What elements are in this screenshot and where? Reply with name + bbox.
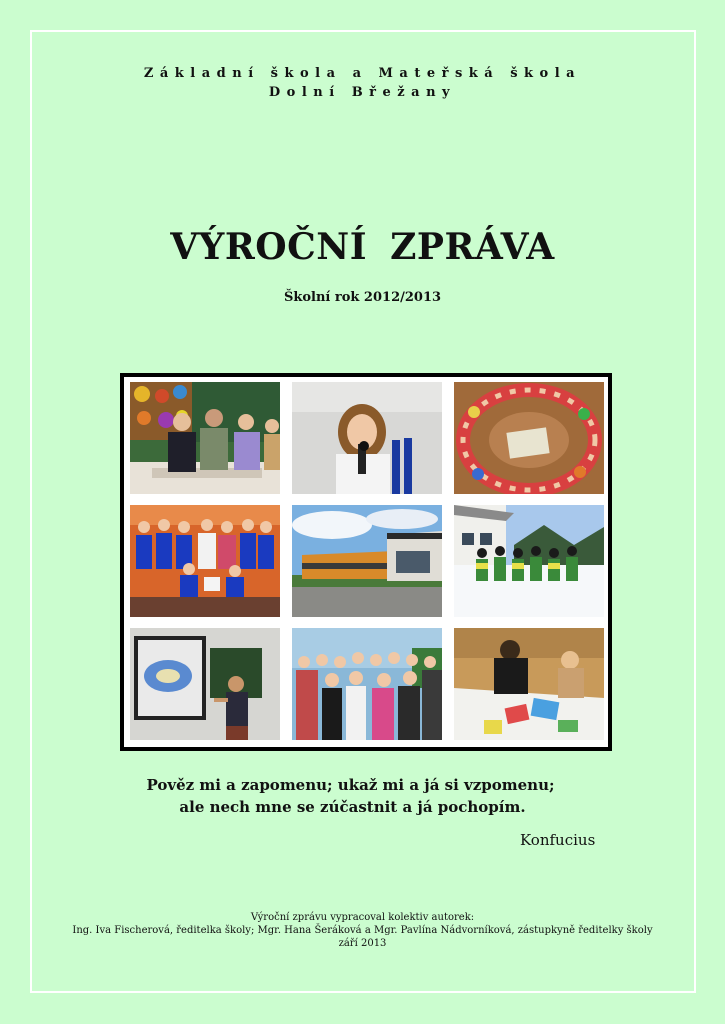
school-name-line-1: Základní škola a Mateřská škola xyxy=(143,66,582,81)
school-name-line-2: Dolní Břežany xyxy=(268,85,457,100)
photo-interactive-whiteboard xyxy=(130,628,280,740)
photo-children-snow xyxy=(454,505,604,617)
credits-intro: Výroční zprávu vypracoval kolektiv autorek: xyxy=(250,912,475,923)
credits-date: září 2013 xyxy=(338,938,387,949)
report-title: VÝROČNÍ ZPRÁVA xyxy=(170,226,555,268)
photo-girl-microphone xyxy=(292,382,442,494)
photo-sports-team xyxy=(130,505,280,617)
quote-line-2: ale nech mne se zúčastnit a já pochopím. xyxy=(179,798,526,816)
photo-teacher-with-child xyxy=(454,628,604,740)
photo-graduation-group xyxy=(292,628,442,740)
credits-authors: Ing. Iva Fischerová, ředitelka školy; Mgr. Hana Šeráková a Mgr. Pavlína Nádvorníková, zástupkyně ředitelky školy xyxy=(72,925,653,936)
photo-collage xyxy=(120,373,612,751)
quote-line-1: Pověz mi a zapomenu; ukaž mi a já si vzpomenu; xyxy=(146,776,555,794)
photo-school-building xyxy=(292,505,442,617)
quote-author: Konfucius xyxy=(520,831,596,849)
school-year: Školní rok 2012/2013 xyxy=(283,290,442,305)
photo-classroom-table xyxy=(130,382,280,494)
photo-children-circle xyxy=(454,382,604,494)
